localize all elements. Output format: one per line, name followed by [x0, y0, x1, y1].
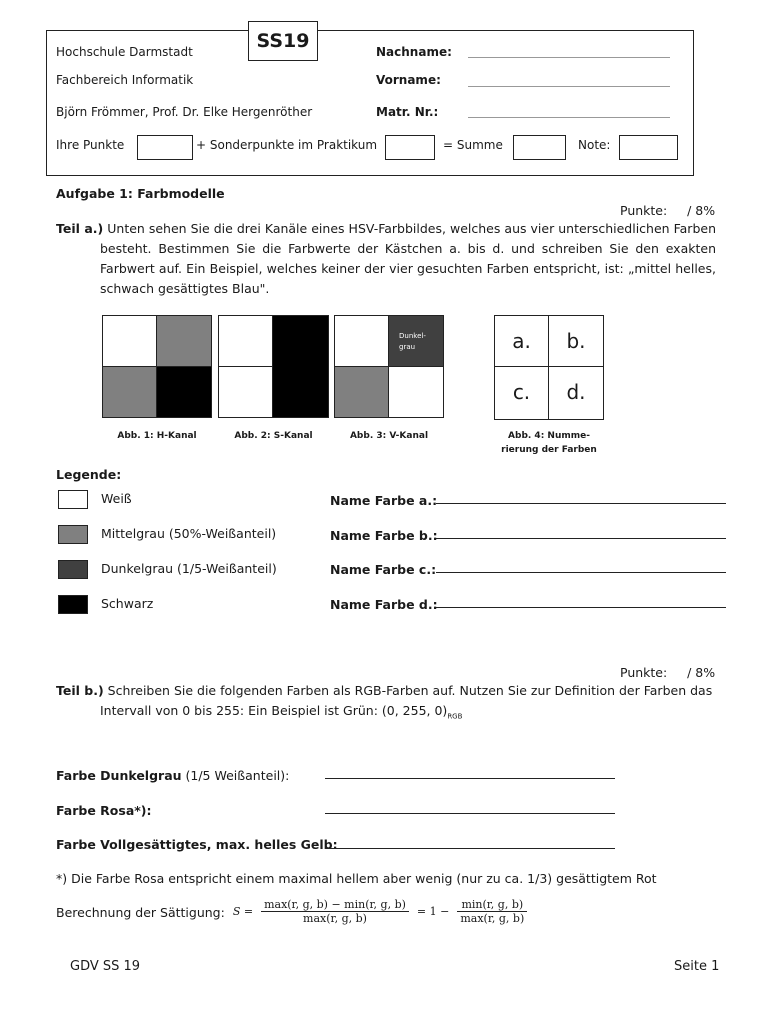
name-field-a[interactable] — [436, 503, 726, 504]
h-cell-2 — [157, 316, 211, 367]
rgb-subscript: RGB — [447, 712, 463, 721]
s-channel-image — [218, 315, 329, 418]
grade-label: Note: — [578, 138, 611, 152]
name-field-d[interactable] — [436, 607, 726, 608]
caption-h: Abb. 1: H-Kanal — [117, 431, 197, 441]
name-label-c: Name Farbe c.: — [330, 562, 437, 577]
lecturers: Björn Frömmer, Prof. Dr. Elke Hergenröther — [56, 105, 313, 119]
name-label-b: Name Farbe b.: — [330, 528, 438, 543]
v-cell-1 — [335, 316, 389, 367]
legend-label-midgray: Mittelgrau (50%-Weißanteil) — [101, 526, 277, 541]
field-rosa[interactable] — [325, 813, 615, 814]
field-label-rosa: Farbe Rosa*): — [56, 803, 152, 818]
s-cell-2 — [273, 316, 328, 367]
formula-eq: = 1 − — [416, 905, 450, 918]
s-cell-4 — [273, 367, 328, 417]
faculty-name: Fachbereich Informatik — [56, 73, 194, 87]
points-a: Punkte: / 8% — [620, 203, 716, 218]
formula-label: Berechnung der Sättigung: — [56, 905, 225, 920]
points-b: Punkte: / 8% — [620, 665, 716, 680]
part-a-text: Unten sehen Sie die drei Kanäle eines HSV-Farbbildes, welches aus vier unterschiedlichen Farben besteht. Bestimmen Sie die Farbwerte der Kästchen a. bis d. und schreiben Sie den exakten Farbwert auf. Ein Beispiel, welches keiner der vier gesuchten Farben entspricht, ist: „mittel helles, schwach gesättigtes Blau". — [100, 221, 716, 296]
sum-label: = Summe — [443, 138, 503, 152]
field-darkgray[interactable] — [325, 778, 615, 779]
footnote: *) Die Farbe Rosa entspricht einem maximal hellem aber wenig (nur zu ca. 1/3) gesättigtem Rot — [56, 871, 657, 886]
h-cell-4 — [157, 367, 211, 417]
part-b-label: Teil b.) — [56, 683, 104, 698]
name-label-a: Name Farbe a.: — [330, 493, 438, 508]
formula-fraction-1: $\frac{\max(r, g, b) - \min(r, g, b)}{\max(r, g, b)}$ — [261, 898, 409, 925]
caption-s: Abb. 2: S-Kanal — [234, 431, 313, 441]
matr-field[interactable] — [468, 117, 670, 118]
v-cell-3 — [335, 367, 389, 417]
num-cell-d: d. — [566, 380, 586, 404]
num-cell-c: c. — [495, 367, 549, 419]
num-cell-a: a. — [495, 316, 549, 367]
formula-row — [56, 898, 527, 925]
name-field-b[interactable] — [436, 538, 726, 539]
lastname-field[interactable] — [468, 57, 670, 58]
s-cell-3 — [219, 367, 273, 417]
caption-num: Abb. 4: Numme- rierung der Farben — [501, 431, 597, 455]
legend-swatch-black — [58, 595, 88, 614]
name-label-d: Name Farbe d.: — [330, 597, 438, 612]
footer-right: Seite 1 — [674, 959, 720, 974]
legend-title: Legende: — [56, 467, 122, 482]
field-label-yellow: Farbe Vollgesättigtes, max. helles Gelb: — [56, 837, 338, 852]
points-box[interactable] — [137, 135, 193, 160]
bonus-label: + Sonderpunkte im Praktikum — [196, 138, 378, 152]
matr-label: Matr. Nr.: — [376, 105, 439, 119]
field-yellow[interactable] — [325, 848, 615, 849]
legend-swatch-darkgray — [58, 560, 88, 579]
bonus-box[interactable] — [385, 135, 435, 160]
lastname-label: Nachname: — [376, 45, 452, 59]
task-title: Aufgabe 1: Farbmodelle — [56, 186, 225, 201]
legend-label-white: Weiß — [101, 491, 132, 506]
grade-box[interactable] — [619, 135, 678, 160]
v-channel-image — [334, 315, 444, 418]
firstname-field[interactable] — [468, 86, 670, 87]
sum-box[interactable] — [513, 135, 566, 160]
legend-swatch-midgray — [58, 525, 88, 544]
firstname-label: Vorname: — [376, 73, 441, 87]
h-channel-image — [102, 315, 212, 418]
h-cell-3 — [103, 367, 157, 417]
v-cell-4 — [389, 367, 443, 417]
numbering-grid — [494, 315, 604, 420]
s-cell-1 — [219, 316, 273, 367]
legend-label-black: Schwarz — [101, 596, 154, 611]
legend-label-darkgray: Dunkelgrau (1/5-Weißanteil) — [101, 561, 277, 576]
part-a-paragraph — [56, 219, 716, 299]
formula-fraction-2: $\frac{\min(r, g, b)}{\max(r, g, b)}$ — [457, 898, 527, 925]
v-cell-2: Dunkel- grau — [389, 316, 443, 367]
formula-s: S = — [232, 905, 254, 918]
points-label: Ihre Punkte — [56, 138, 125, 152]
name-field-c[interactable] — [436, 572, 726, 573]
footer-left: GDV SS 19 — [70, 959, 141, 974]
part-b-paragraph — [56, 681, 716, 727]
part-a-label: Teil a.) — [56, 221, 104, 236]
legend-swatch-white — [58, 490, 88, 509]
semester-badge: SS19 — [248, 21, 318, 61]
h-cell-1 — [103, 316, 157, 367]
part-b-text: Schreiben Sie die folgenden Farben als RGB-Farben auf. Nutzen Sie zur Definition der Farben das Intervall von 0 bis 255: Ein Beispiel ist Grün: (0, 255, 0) — [100, 683, 713, 718]
field-label-darkgray: Farbe Dunkelgrau (1/5 Weißanteil): — [56, 768, 290, 783]
caption-v: Abb. 3: V-Kanal — [349, 431, 429, 441]
school-name: Hochschule Darmstadt — [56, 45, 193, 59]
num-cell-b: b. — [549, 316, 603, 367]
